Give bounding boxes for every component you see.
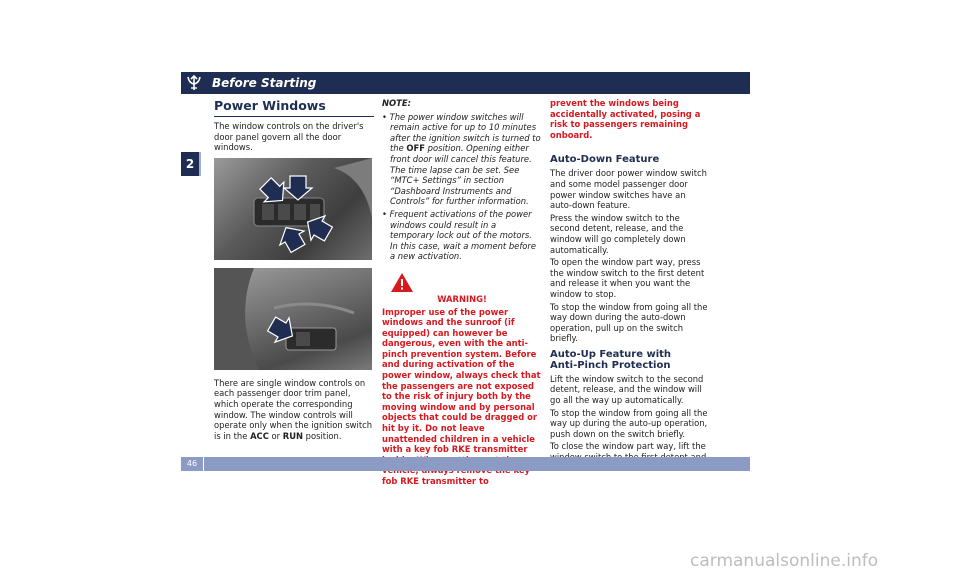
auto-up-paragraph: Lift the window switch to the second detent, release, and the window will go all the way up automatically. xyxy=(550,373,704,406)
section-title: Before Starting xyxy=(212,76,317,90)
auto-down-paragraph: The driver door power window switch and some model passenger door power window switches have an auto-down feature. xyxy=(550,168,707,211)
auto-down-paragraph: To open the window part way, press the window switch to the first detent and release it when you want the window to stop. xyxy=(550,257,705,299)
warning-header xyxy=(382,272,542,305)
warning-continuation: prevent the windows being accidentally activated, posing a risk to passengers remaining onboard. xyxy=(550,98,701,140)
note-item: • The power window switches will remain active for up to 10 minutes after the ignition switch is turned to the OFF position. Opening either front door will cancel this feature. The time lapse can be set. See “MTC+ Settings” in section “Dashboard Instruments and Controls” for further information. xyxy=(382,111,541,207)
auto-up-paragraph: To close the window part way, lift the xyxy=(550,441,706,452)
chapter-tab: 2 xyxy=(181,152,201,176)
trident-logo-icon xyxy=(184,73,204,93)
auto-down-paragraph: To stop the window from going all the way down during the auto-down operation, pull up on the switch briefly. xyxy=(550,301,708,344)
column-3 xyxy=(550,98,710,465)
arrow-icon xyxy=(284,176,312,200)
note-item: • Frequent activations of the power windows could result in a temporary lock out of the motors. In this case, wait a moment before a new activation. xyxy=(382,208,536,262)
footer-bar xyxy=(181,457,750,471)
page-number: 46 xyxy=(181,457,204,471)
driver-door-controls-photo xyxy=(214,158,372,260)
auto-down-heading: Auto-Down Feature xyxy=(550,154,660,166)
passenger-controls-paragraph: There are single window controls on each passenger door trim panel, which operate the corresponding window. The window controls will operate only when the ignition switch is in the ACC or RUN position. xyxy=(214,377,373,441)
page-title: Power Windows xyxy=(214,98,374,117)
warning-triangle-icon xyxy=(390,272,414,293)
column-2 xyxy=(382,98,542,489)
column-1 xyxy=(214,98,374,443)
auto-down-paragraph: Press the window switch to the second detent, release, and the window will go completely down automatically. xyxy=(550,212,686,255)
watermark: carmanualsonline.info xyxy=(690,551,879,571)
note-label: NOTE: xyxy=(382,98,411,108)
note-list xyxy=(382,112,542,262)
passenger-door-controls-photo xyxy=(214,268,372,370)
auto-up-paragraph: To stop the window from going all the way up during the auto-up operation, push down on the switch briefly. xyxy=(550,407,708,439)
warning-label: WARNING! xyxy=(437,293,487,304)
warning-text: Improper use of the power windows and the sunroof (if equipped) can however be dangerous, even with the anti-pinch prevention system. Before and during activation of the power window, always check that the passengers are not exposed to the risk of injury both by the moving window and by personal objects that could be dragged or hit by it. Do not leave unattended children in a vehicle with a key fob RKE transmitter fob RKE transmitter to xyxy=(382,306,541,486)
auto-up-heading: Auto-Up Feature with Anti-Pinch Protection xyxy=(550,348,672,371)
intro-paragraph: The window controls on the driver's door panel govern all the door windows. xyxy=(214,121,364,153)
